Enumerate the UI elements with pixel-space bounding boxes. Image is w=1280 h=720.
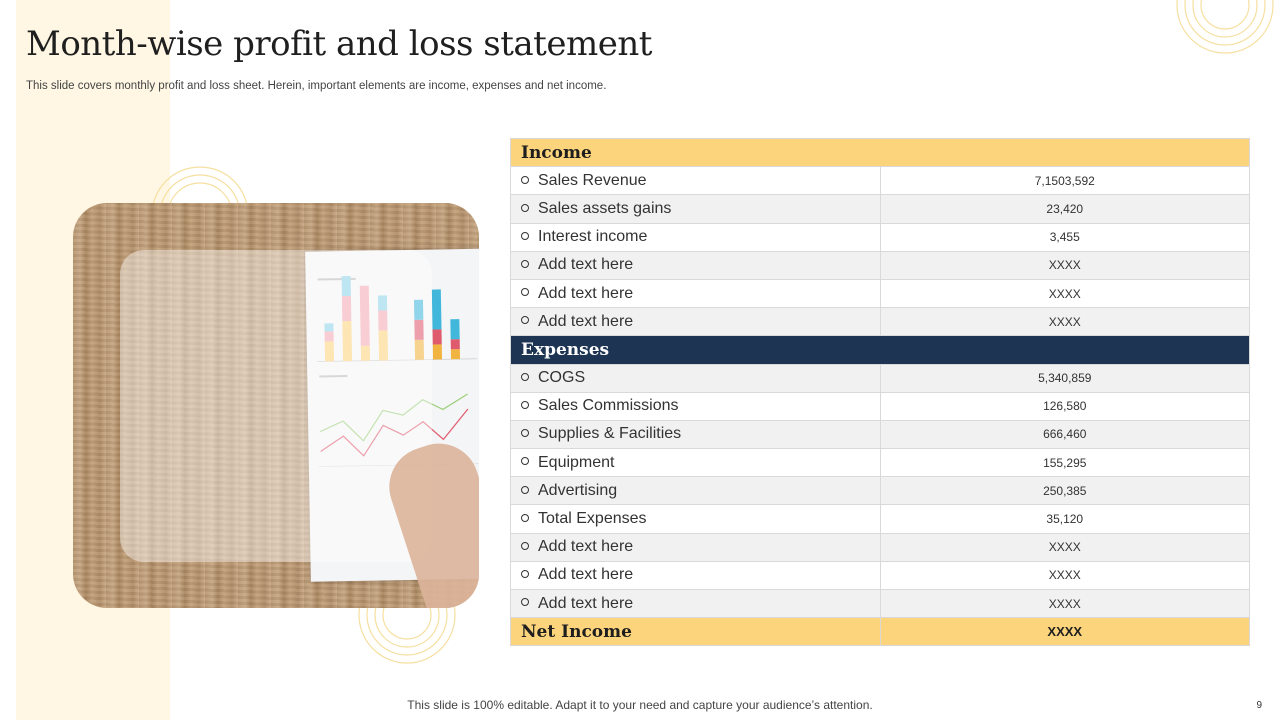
bullet-icon <box>521 232 529 240</box>
bullet-icon <box>521 316 529 324</box>
bullet-icon <box>521 514 529 522</box>
income-heading: Income <box>511 139 1250 167</box>
net-income-value: XXXX <box>880 618 1249 646</box>
table-row <box>511 167 1250 195</box>
table-row <box>511 392 1250 420</box>
row-value: 666,460 <box>880 420 1249 448</box>
table-row <box>511 364 1250 392</box>
bullet-icon <box>521 176 529 184</box>
row-value: 3,455 <box>880 223 1249 251</box>
row-label: Add text here <box>538 312 634 330</box>
row-value: XXXX <box>880 590 1249 618</box>
row-value: 35,120 <box>880 505 1249 533</box>
bullet-icon <box>521 373 529 381</box>
table-row <box>511 195 1250 223</box>
net-income-row <box>511 618 1250 646</box>
decorative-rings-top-right <box>1175 0 1275 55</box>
table-row <box>511 251 1250 279</box>
bullet-icon <box>521 260 529 268</box>
row-label: Supplies & Facilities <box>538 425 682 443</box>
row-label: Equipment <box>538 453 615 471</box>
bullet-icon <box>521 288 529 296</box>
table-row <box>511 590 1250 618</box>
row-value: 155,295 <box>880 449 1249 477</box>
income-header-row <box>511 139 1250 167</box>
bullet-icon <box>521 429 529 437</box>
bullet-icon <box>521 542 529 550</box>
page-number: 9 <box>1256 700 1262 711</box>
table-row <box>511 477 1250 505</box>
bullet-icon <box>521 204 529 212</box>
row-value: XXXX <box>880 279 1249 307</box>
row-label: Add text here <box>538 284 634 302</box>
table-row <box>511 308 1250 336</box>
table-row <box>511 279 1250 307</box>
row-label: Sales assets gains <box>538 199 672 217</box>
expenses-header-row <box>511 336 1250 364</box>
bullet-icon <box>521 598 529 606</box>
row-label: Sales Revenue <box>538 171 647 189</box>
row-label: Add text here <box>538 538 634 556</box>
row-value: 23,420 <box>880 195 1249 223</box>
row-value: 250,385 <box>880 477 1249 505</box>
row-value: XXXX <box>880 561 1249 589</box>
table-row <box>511 449 1250 477</box>
bullet-icon <box>521 457 529 465</box>
row-label: Add text here <box>538 566 634 584</box>
row-value: 7,1503,592 <box>880 167 1249 195</box>
net-income-label: Net Income <box>511 618 881 646</box>
report-photo <box>73 203 479 608</box>
bullet-icon <box>521 570 529 578</box>
row-value: XXXX <box>880 308 1249 336</box>
row-label: Add text here <box>538 594 634 612</box>
table-row <box>511 505 1250 533</box>
photo-overlay-panel <box>120 250 432 562</box>
row-value: 5,340,859 <box>880 364 1249 392</box>
row-label: Add text here <box>538 256 634 274</box>
row-label: Sales Commissions <box>538 397 679 415</box>
row-value: 126,580 <box>880 392 1249 420</box>
table-row <box>511 420 1250 448</box>
expenses-heading: Expenses <box>511 336 1250 364</box>
row-label: COGS <box>538 369 586 387</box>
row-value: XXXX <box>880 251 1249 279</box>
table-row <box>511 533 1250 561</box>
row-value: XXXX <box>880 533 1249 561</box>
row-label: Total Expenses <box>538 510 647 528</box>
table-row <box>511 223 1250 251</box>
footer-note: This slide is 100% editable. Adapt it to your need and capture your audience’s attention. <box>407 698 873 712</box>
bullet-icon <box>521 486 529 494</box>
profit-loss-table <box>510 138 1250 646</box>
page-title: Month-wise profit and loss statement <box>26 24 652 64</box>
bullet-icon <box>521 401 529 409</box>
table-row <box>511 561 1250 589</box>
row-label: Interest income <box>538 228 648 246</box>
row-label: Advertising <box>538 481 618 499</box>
page-subtitle: This slide covers monthly profit and loss sheet. Herein, important elements are income, expenses and net income. <box>26 80 607 92</box>
